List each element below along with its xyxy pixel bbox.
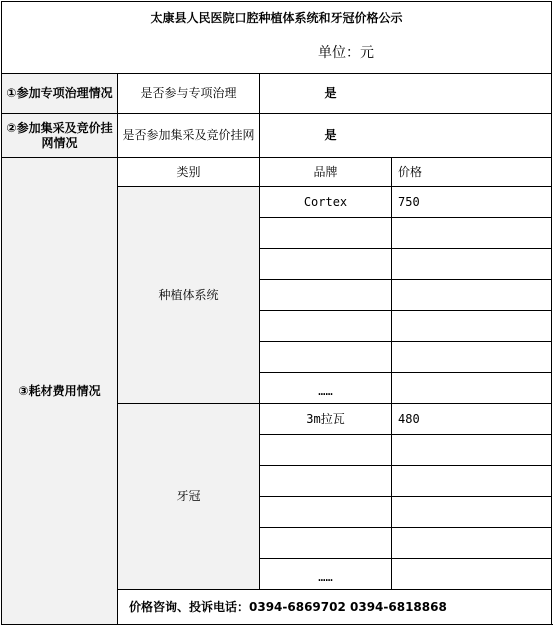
brand-cell (260, 280, 392, 311)
section1-header: ①参加专项治理情况 (2, 74, 118, 114)
price-cell: 480 (392, 404, 552, 435)
brand-cell: Cortex (260, 187, 392, 218)
title-cell (2, 2, 552, 74)
price-table (1, 1, 552, 625)
brand-cell (260, 342, 392, 373)
page-title: 太康县人民医院口腔种植体系统和牙冠价格公示 (150, 11, 403, 25)
section1-question: 是否参与专项治理 (118, 74, 260, 114)
brand-cell: 3m拉瓦 (260, 404, 392, 435)
price-cell (392, 311, 552, 342)
price-cell (392, 373, 552, 404)
price-cell (392, 528, 552, 559)
price-cell (392, 218, 552, 249)
ellipsis-cell: …… (260, 559, 392, 590)
price-cell (392, 497, 552, 528)
brand-cell (260, 435, 392, 466)
section2-answer: 是 (260, 114, 552, 158)
column-header-category: 类别 (118, 158, 260, 187)
section1-answer: 是 (260, 74, 552, 114)
section3-header: ③耗材费用情况 (2, 158, 118, 625)
brand-cell (260, 497, 392, 528)
price-cell (392, 342, 552, 373)
brand-cell (260, 249, 392, 280)
column-header-price: 价格 (392, 158, 552, 187)
price-cell (392, 466, 552, 497)
price-cell (392, 435, 552, 466)
price-cell: 750 (392, 187, 552, 218)
section2-header: ②参加集采及竞价挂网情况 (2, 114, 118, 158)
unit-label: 单位：元 (318, 45, 374, 61)
price-cell (392, 249, 552, 280)
price-cell (392, 280, 552, 311)
category-implant-system: 种植体系统 (118, 187, 260, 404)
category-crown: 牙冠 (118, 404, 260, 590)
section2-question: 是否参加集采及竞价挂网 (118, 114, 260, 158)
brand-cell (260, 218, 392, 249)
contact-footer: 价格咨询、投诉电话：0394-6869702 0394-6818868 (118, 590, 552, 625)
column-header-brand: 品牌 (260, 158, 392, 187)
brand-cell (260, 466, 392, 497)
brand-cell (260, 311, 392, 342)
price-cell (392, 559, 552, 590)
brand-cell (260, 528, 392, 559)
ellipsis-cell: …… (260, 373, 392, 404)
